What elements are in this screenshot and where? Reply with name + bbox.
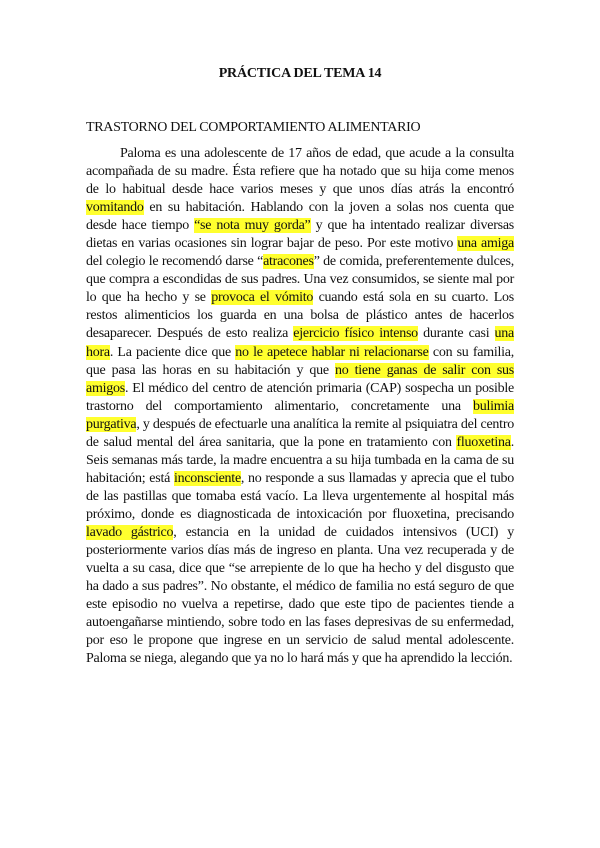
highlighted-text: provoca el vómito [211,290,314,306]
text-segment: . El médico del centro de atención primaria (CAP) sospecha un posible trastorno del comportamiento alimentario, concretamente una [86,380,514,414]
text-segment: y que ha intentado realizar diversas dietas en varias ocasiones sin lograr bajar de peso. Por este motivo [86,218,514,252]
highlighted-text: una amiga [457,236,515,252]
page-title: PRÁCTICA DEL TEMA 14 [218,66,382,81]
text-segment: . Seis semanas más tarde, la madre encuentra a su hija tumbada en la cama de su habitación; está [86,434,514,486]
highlighted-text: inconsciente [173,470,241,486]
highlighted-text: “se nota muy gorda” [194,218,311,234]
text-segment: en su habitación. Hablando con la joven a solas nos cuenta que desde hace tiempo [86,200,514,234]
text-segment: del colegio le recomendó darse “ [86,254,264,270]
section-subtitle: TRASTORNO DEL COMPORTAMIENTO ALIMENTARIO [86,120,421,135]
highlighted-text: vomitando [86,200,144,216]
highlighted-text: no le apetece hablar ni relacionarse [235,344,429,360]
text-segment: , estancia en la unidad de cuidados intensivos (UCI) y posteriormente varios días más de ingreso en planta. Una vez recuperada y de vuelta a su casa, dice que “se arrepiente de lo que ha hecho y del disgusto que ha dado a sus padres”. No obstante, el médico de familia no está seguro de que este episodio no vuelva a repetirse, dado que este tipo de pacientes tiende a autoengañarse mintiendo, sobre todo en las fases depresivas de su enfermedad, por eso le propone que ingrese en un servicio de salud mental adolescente. Paloma se niega, alegando que ya no lo hará más y que ha aprendido la lección. [86,524,514,667]
text-segment: , no responde a sus llamadas y aprecia que el tubo de las pastillas que tomaba está vacío. La lleva urgentemente al hospital más próximo, donde es diagnosticada de intoxicación por fluoxetina, precisando [86,470,514,522]
highlighted-text: bulimia purgativa [86,398,514,432]
highlighted-text: fluoxetina [456,434,511,450]
text-segment: con su familia, que pasa las horas en su habitación y que [86,344,514,378]
text-segment: . La paciente dice que [109,344,236,360]
text-segment: cuando está sola en su cuarto. Los restos alimenticios los guarda en una bolsa de plástico antes de hacerlos desaparecer. Después de esto realiza [86,290,514,342]
highlighted-text: lavado gástrico [86,524,174,540]
text-segment: durante casi [417,326,495,342]
text-segment: ” de comida, preferentemente dulces, que compra a escondidas de sus padres. Una vez consumidos, se siente mal por lo que ha hecho y se [86,254,514,306]
highlighted-text: una hora [86,326,515,360]
highlighted-text: no tiene ganas de salir con sus amigos [86,362,514,396]
highlighted-text: atracones [263,254,314,270]
highlighted-text: ejercicio físico intenso [293,326,418,342]
text-segment: Paloma es una adolescente de 17 años de edad, que acude a la consulta acompañada de su madre. Ésta refiere que ha notado que su hija come menos de lo habitual desde hace varios meses y que unos días atrás la encontró [86,146,514,198]
text-segment: , y después de efectuarle una analítica la remite al psiquiatra del centro de salud mental del área sanitaria, que la pone en tratamiento con [86,416,514,450]
body-paragraph [86,145,514,668]
